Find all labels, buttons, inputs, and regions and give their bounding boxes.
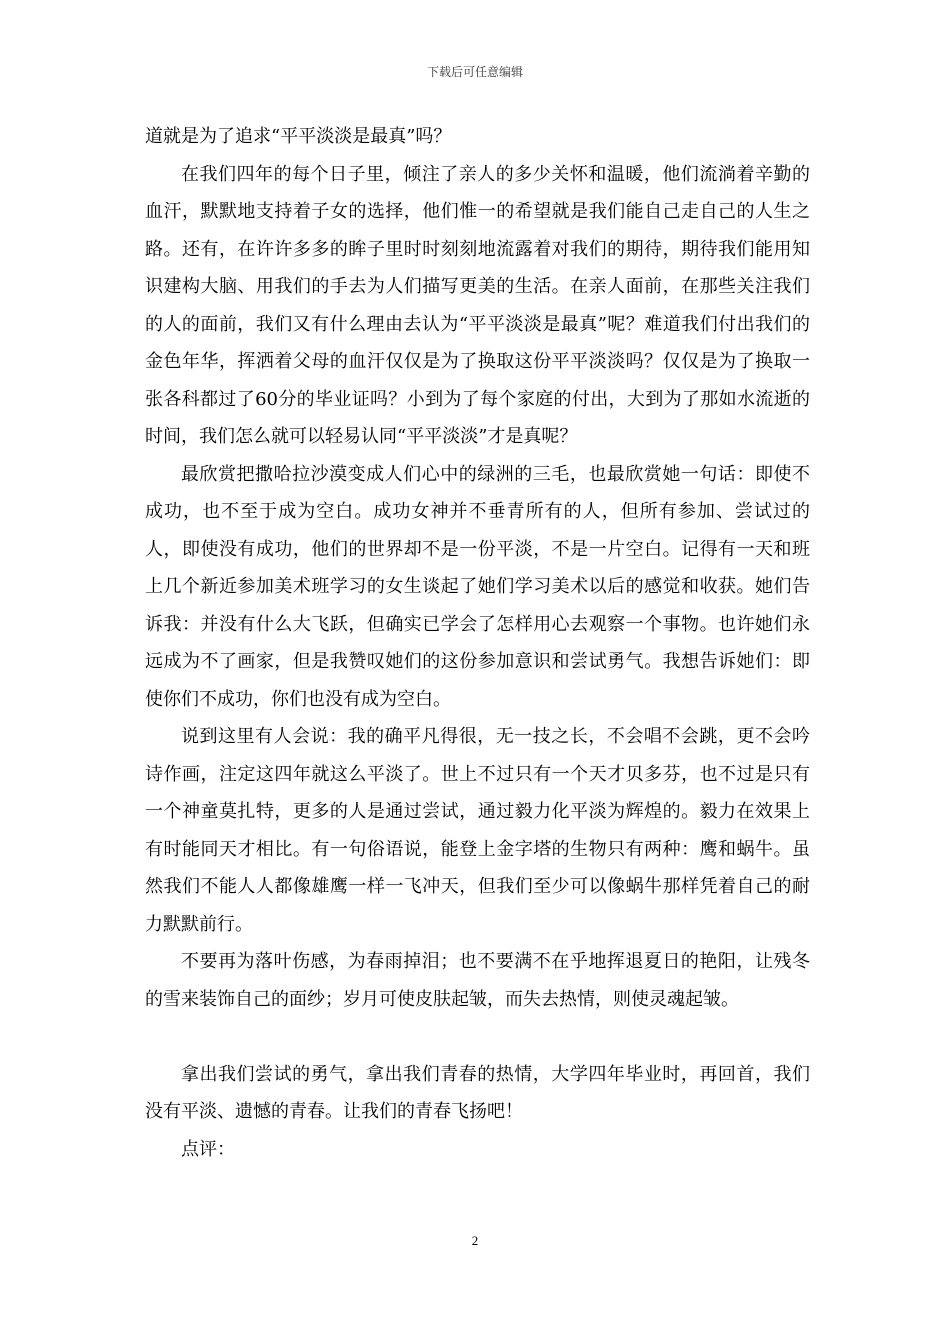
paragraph-comment-label: 点评： (181, 1138, 235, 1160)
paragraph-conclusion: 拿出我们尝试的勇气，拿出我们青春的热情，大学四年毕业时，再回首，我们没有平淡、遗憾的青春。让我们的青春飞扬吧！ (145, 1063, 810, 1122)
paragraph-gap (145, 1018, 810, 1056)
page-number: 2 (471, 1233, 479, 1248)
paragraph-continuation: 道就是为了追求“平平淡淡是最真”吗？ (145, 126, 452, 147)
paragraph-perseverance: 说到这里有人会说：我的确平凡得很，无一技之长，不会唱不会跳，更不会吟诗作画，注定这四年就这么平淡了。世上不过只有一个天才贝多芬，也不过是只有一个神童莫扎特，更多的人是通过尝试，通过毅力化平淡为辉煌的。毅力在效果上有时能同天才相比。有一句俗语说，能登上金字塔的生物只有两种：鹰和蜗牛。虽然我们不能人人都像雄鹰一样一飞冲天，但我们至少可以像蜗牛那样凭着自己的耐力默默前行。 (145, 726, 810, 935)
page-header: 下载后可任意编辑 (426, 65, 523, 79)
paragraph-sanmao: 最欣赏把撒哈拉沙漠变成人们心中的绿洲的三毛，也最欣赏她一句话：即使不成功，也不至于成为空白。成功女神并不垂青所有的人，但所有参加、尝试过的人，即使没有成功，他们的世界却不是一份平淡，不是一片空白。记得有一天和班上几个新近参加美术班学习的女生谈起了她们学习美术以后的感觉和收获。她们告诉我：并没有什么大飞跃，但确实已学会了怎样用心去观察一个事物。也许她们永远成为不了画家，但是我赞叹她们的这份参加意识和尝试勇气。我想告诉她们：即使你们不成功，你们也没有成为空白。 (145, 463, 810, 710)
document-body (145, 118, 810, 1168)
paragraph-seasons: 不要再为落叶伤感，为春雨掉泪；也不要满不在乎地挥退夏日的艳阳，让残冬的雪来装饰自己的面纱；岁月可使皮肤起皱，而失去热情，则使灵魂起皱。 (145, 951, 810, 1010)
paragraph-family-expectations: 在我们四年的每个日子里，倾注了亲人的多少关怀和温暖，他们流淌着辛勤的血汗，默默地支持着子女的选择，他们惟一的希望就是我们能自己走自己的人生之路。还有，在许许多多的眸子里时时刻刻地流露着对我们的期待，期待我们能用知识建构大脑、用我们的手去为人们描写更美的生活。在亲人面前，在那些关注我们的人的面前，我们又有什么理由去认为“平平淡淡是最真”呢？难道我们付出我们的金色年华，挥洒着父母的血汗仅仅是为了换取这份平平淡淡吗？仅仅是为了换取一张各科都过了60分的毕业证吗？小到为了每个家庭的付出，大到为了那如水流逝的时间，我们怎么就可以轻易认同“平平淡淡”才是真呢？ (145, 163, 810, 447)
